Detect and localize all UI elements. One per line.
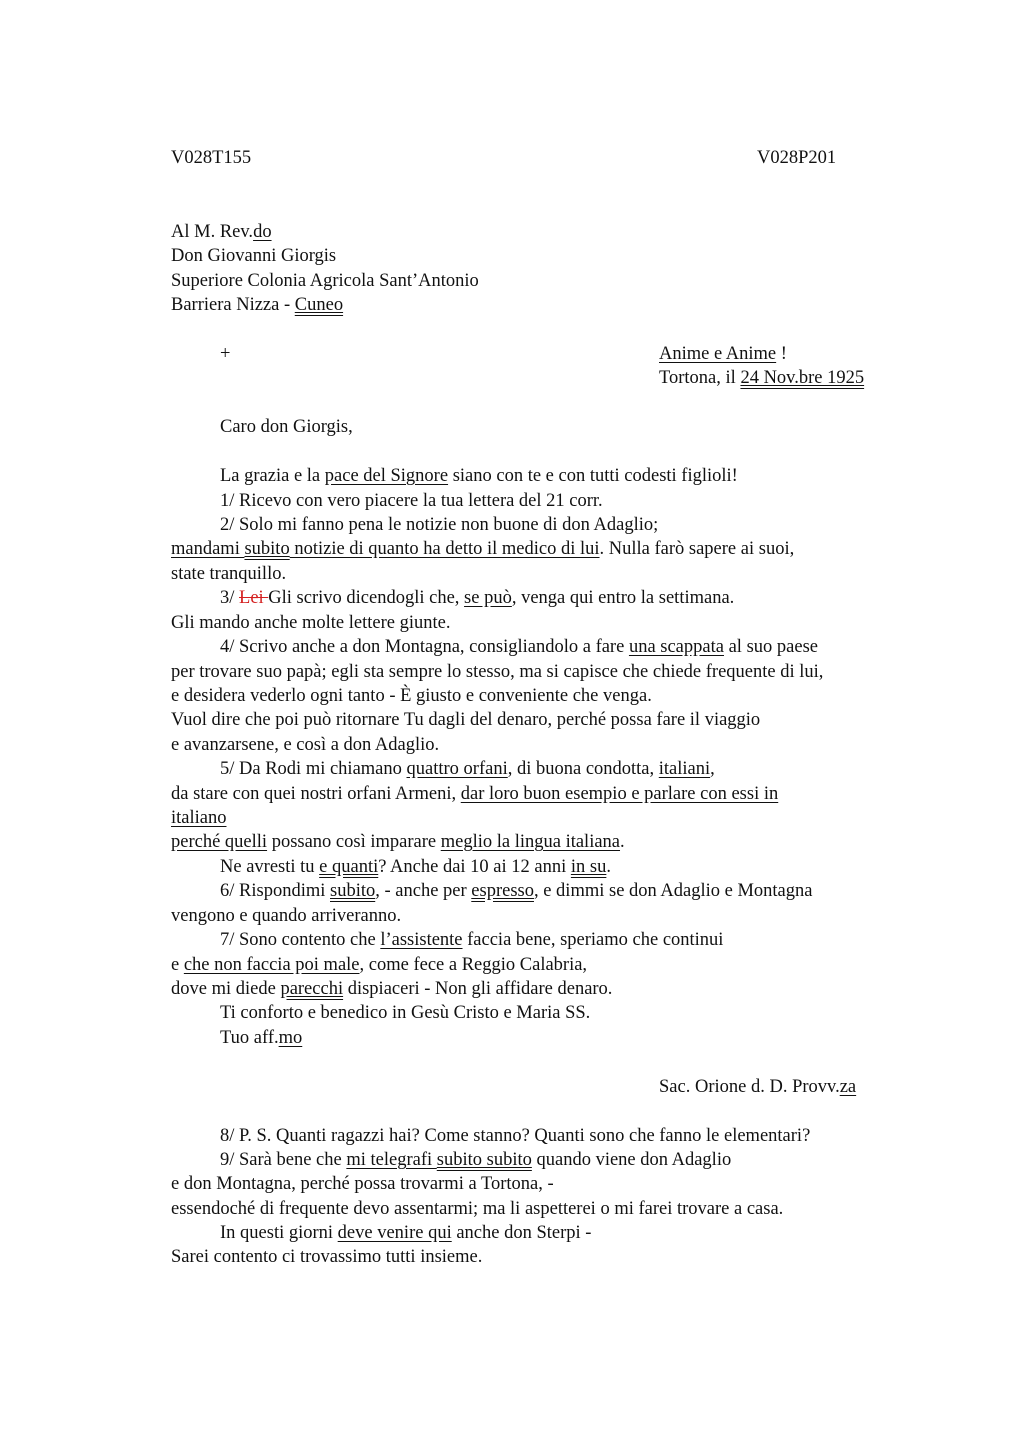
cross-mark: + — [220, 344, 231, 364]
paragraph-5-line-2: da stare con quei nostri orfani Armeni, dar loro buon esempio e parlare con essi in — [171, 784, 779, 804]
paragraph-greeting: La grazia e la pace del Signore siano con te e con tutti codesti figlioli! — [220, 466, 738, 486]
address-line-1: Al M. Rev.do — [171, 222, 272, 242]
paragraph-1: 1/ Ricevo con vero piacere la tua lettera del 21 corr. — [220, 491, 603, 511]
salutation: Caro don Giorgis, — [220, 417, 353, 437]
paragraph-5-line-4: perché quelli possano così imparare meglio la lingua italiana. — [171, 832, 625, 852]
address-line-2: Don Giovanni Giorgis — [171, 246, 337, 266]
header-right-code: V028P201 — [757, 148, 837, 168]
paragraph-5-line-5: Ne avresti tu e quanti? Anche dai 10 ai 12 anni in su. — [220, 857, 611, 877]
closing-blessing: Ti conforto e benedico in Gesù Cristo e Maria SS. — [220, 1003, 591, 1023]
motto: Anime e Anime ! — [659, 344, 787, 364]
paragraph-7-line-2: e che non faccia poi male, come fece a Reggio Calabria, — [171, 955, 588, 975]
paragraph-4-line-5: e avanzarsene, e così a don Adaglio. — [171, 735, 440, 755]
closing-yours: Tuo aff.mo — [220, 1028, 303, 1048]
address-line-3: Superiore Colonia Agricola Sant’Antonio — [171, 271, 479, 291]
paragraph-2-line-1: 2/ Solo mi fanno pena le notizie non buone di don Adaglio; — [220, 515, 659, 535]
signature: Sac. Orione d. D. Provv.za — [659, 1077, 857, 1097]
paragraph-6-line-2: vengono e quando arriveranno. — [171, 906, 402, 926]
paragraph-4-line-2: per trovare suo papà; egli sta sempre lo stesso, ma si capisce che chiede frequente di lui, — [171, 662, 824, 682]
paragraph-4-line-1: 4/ Scrivo anche a don Montagna, consigliandolo a fare una scappata al suo paese — [220, 637, 818, 657]
postscript-9-line-3: essendoché di frequente devo assentarmi; ma li aspetterei o mi farei trovare a casa. — [171, 1199, 784, 1219]
header-left-code: V028T155 — [171, 148, 252, 168]
address-line-4: Barriera Nizza - Cuneo — [171, 295, 344, 315]
paragraph-4-line-3: e desidera vederlo ogni tanto - È giusto e conveniente che venga. — [171, 686, 652, 706]
paragraph-7-line-3: dove mi diede parecchi dispiaceri - Non gli affidare denaro. — [171, 979, 613, 999]
paragraph-2-line-3: state tranquillo. — [171, 564, 287, 584]
postscript-9-line-1: 9/ Sarà bene che mi telegrafi subito subito quando viene don Adaglio — [220, 1150, 732, 1170]
paragraph-7-line-1: 7/ Sono contento che l’assistente faccia bene, speriamo che continui — [220, 930, 724, 950]
postscript-10-line-2: Sarei contento ci trovassimo tutti insieme. — [171, 1247, 483, 1267]
paragraph-5-line-3: italiano — [171, 808, 227, 828]
postscript-8: 8/ P. S. Quanti ragazzi hai? Come stanno? Quanti sono che fanno le elementari? — [220, 1126, 811, 1146]
date-line: Tortona, il 24 Nov.bre 1925 — [659, 368, 865, 388]
paragraph-6-line-1: 6/ Rispondimi subito, - anche per espresso, e dimmi se don Adaglio e Montagna — [220, 881, 813, 901]
postscript-10-line-1: In questi giorni deve venire qui anche don Sterpi - — [220, 1223, 592, 1243]
paragraph-5-line-1: 5/ Da Rodi mi chiamano quattro orfani, di buona condotta, italiani, — [220, 759, 715, 779]
paragraph-3-line-1: 3/ Lei Gli scrivo dicendogli che, se può, venga qui entro la settimana. — [220, 588, 735, 608]
paragraph-3-line-2: Gli mando anche molte lettere giunte. — [171, 613, 451, 633]
paragraph-4-line-4: Vuol dire che poi può ritornare Tu dagli del denaro, perché possa fare il viaggio — [171, 710, 761, 730]
postscript-9-line-2: e don Montagna, perché possa trovarmi a Tortona, - — [171, 1174, 554, 1194]
paragraph-2-line-2: mandami subito notizie di quanto ha detto il medico di lui. Nulla farò sapere ai suoi, — [171, 539, 795, 559]
